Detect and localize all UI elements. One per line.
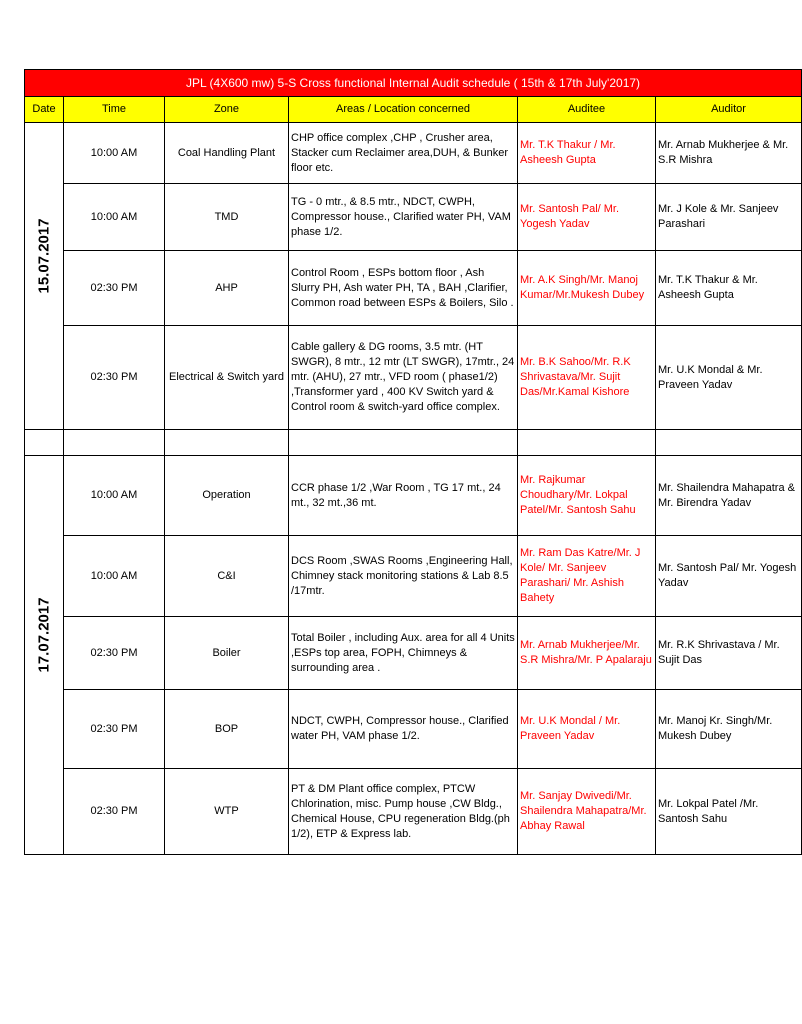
- time-cell: 10:00 AM: [64, 456, 165, 536]
- auditor-cell: Mr. Manoj Kr. Singh/Mr. Mukesh Dubey: [656, 690, 802, 769]
- date-cell-day2: [25, 456, 64, 855]
- spacer-row: [25, 430, 802, 456]
- auditor-cell: Mr. Lokpal Patel /Mr. Santosh Sahu: [656, 769, 802, 855]
- zone-cell: Coal Handling Plant: [165, 123, 289, 184]
- header-date: Date: [25, 97, 64, 123]
- empty-cell: [25, 430, 64, 456]
- zone-cell: Boiler: [165, 617, 289, 690]
- area-cell: TG - 0 mtr., & 8.5 mtr., NDCT, CWPH, Compressor house., Clarified water PH, VAM phase 1/2.: [289, 184, 518, 251]
- time-cell: 02:30 PM: [64, 326, 165, 430]
- area-cell: PT & DM Plant office complex, PTCW Chlorination, misc. Pump house ,CW Bldg., Chemical House, CPU regeneration Bldg.(ph 1/2), ETP & Express lab.: [289, 769, 518, 855]
- auditor-cell: Mr. R.K Shrivastava / Mr. Sujit Das: [656, 617, 802, 690]
- table-row: [25, 617, 802, 690]
- empty-cell: [656, 430, 802, 456]
- auditor-cell: Mr. Santosh Pal/ Mr. Yogesh Yadav: [656, 536, 802, 617]
- header-areas: Areas / Location concerned: [289, 97, 518, 123]
- area-cell: CHP office complex ,CHP , Crusher area, Stacker cum Reclaimer area,DUH, & Bunker floor etc.: [289, 123, 518, 184]
- time-cell: 02:30 PM: [64, 690, 165, 769]
- auditee-cell: Mr. Santosh Pal/ Mr. Yogesh Yadav: [518, 184, 656, 251]
- auditee-cell: Mr. B.K Sahoo/Mr. R.K Shrivastava/Mr. Sujit Das/Mr.Kamal Kishore: [518, 326, 656, 430]
- table-row: [25, 326, 802, 430]
- auditor-cell: Mr. U.K Mondal & Mr. Praveen Yadav: [656, 326, 802, 430]
- zone-cell: BOP: [165, 690, 289, 769]
- header-time: Time: [64, 97, 165, 123]
- time-cell: 10:00 AM: [64, 536, 165, 617]
- time-cell: 02:30 PM: [64, 251, 165, 326]
- auditee-cell: Mr. Arnab Mukherjee/Mr. S.R Mishra/Mr. P Apalaraju: [518, 617, 656, 690]
- header-auditee: Auditee: [518, 97, 656, 123]
- table-row: [25, 456, 802, 536]
- zone-cell: C&I: [165, 536, 289, 617]
- zone-cell: WTP: [165, 769, 289, 855]
- auditee-cell: Mr. Sanjay Dwivedi/Mr. Shailendra Mahapatra/Mr. Abhay Rawal: [518, 769, 656, 855]
- header-zone: Zone: [165, 97, 289, 123]
- auditee-cell: Mr. T.K Thakur / Mr. Asheesh Gupta: [518, 123, 656, 184]
- area-cell: NDCT, CWPH, Compressor house., Clarified water PH, VAM phase 1/2.: [289, 690, 518, 769]
- auditor-cell: Mr. J Kole & Mr. Sanjeev Parashari: [656, 184, 802, 251]
- auditor-cell: Mr. Shailendra Mahapatra & Mr. Birendra Yadav: [656, 456, 802, 536]
- auditor-cell: Mr. T.K Thakur & Mr. Asheesh Gupta: [656, 251, 802, 326]
- title-row: [25, 70, 802, 97]
- table-row: [25, 690, 802, 769]
- time-cell: 02:30 PM: [64, 617, 165, 690]
- header-auditor: Auditor: [656, 97, 802, 123]
- auditor-cell: Mr. Arnab Mukherjee & Mr. S.R Mishra: [656, 123, 802, 184]
- empty-cell: [518, 430, 656, 456]
- time-cell: 10:00 AM: [64, 184, 165, 251]
- empty-cell: [64, 430, 165, 456]
- area-cell: CCR phase 1/2 ,War Room , TG 17 mt., 24 mt., 32 mt.,36 mt.: [289, 456, 518, 536]
- table-row: [25, 536, 802, 617]
- date-label: 17.07.2017: [35, 596, 53, 672]
- auditee-cell: Mr. Ram Das Katre/Mr. J Kole/ Mr. Sanjeev Parashari/ Mr. Ashish Bahety: [518, 536, 656, 617]
- area-cell: Control Room , ESPs bottom floor , Ash Slurry PH, Ash water PH, TA , BAH ,Clarifier, Common road between ESPs & Boilers, Silo .: [289, 251, 518, 326]
- area-cell: Total Boiler , including Aux. area for all 4 Units ,ESPs top area, FOPH, Chimneys & surrounding area .: [289, 617, 518, 690]
- area-cell: DCS Room ,SWAS Rooms ,Engineering Hall, Chimney stack monitoring stations & Lab 8.5 /17mtr.: [289, 536, 518, 617]
- table-row: [25, 251, 802, 326]
- zone-cell: TMD: [165, 184, 289, 251]
- table-row: [25, 184, 802, 251]
- empty-cell: [165, 430, 289, 456]
- date-cell-day1: [25, 123, 64, 430]
- auditee-cell: Mr. U.K Mondal / Mr. Praveen Yadav: [518, 690, 656, 769]
- empty-cell: [289, 430, 518, 456]
- table-row: [25, 769, 802, 855]
- zone-cell: Electrical & Switch yard: [165, 326, 289, 430]
- auditee-cell: Mr. A.K Singh/Mr. Manoj Kumar/Mr.Mukesh Dubey: [518, 251, 656, 326]
- header-row: [25, 97, 802, 123]
- date-label: 15.07.2017: [35, 217, 53, 293]
- time-cell: 02:30 PM: [64, 769, 165, 855]
- schedule-title: JPL (4X600 mw) 5-S Cross functional Internal Audit schedule ( 15th & 17th July'2017): [25, 70, 802, 97]
- zone-cell: AHP: [165, 251, 289, 326]
- time-cell: 10:00 AM: [64, 123, 165, 184]
- area-cell: Cable gallery & DG rooms, 3.5 mtr. (HT SWGR), 8 mtr., 12 mtr (LT SWGR), 17mtr., 24 mtr. (AHU), 27 mtr., VFD room ( phase1/2) ,Transformer yard , 400 KV Switch yard & Control room & switch-yard office complex.: [289, 326, 518, 430]
- auditee-cell: Mr. Rajkumar Choudhary/Mr. Lokpal Patel/Mr. Santosh Sahu: [518, 456, 656, 536]
- table-row: [25, 123, 802, 184]
- zone-cell: Operation: [165, 456, 289, 536]
- audit-schedule-table: [24, 69, 802, 855]
